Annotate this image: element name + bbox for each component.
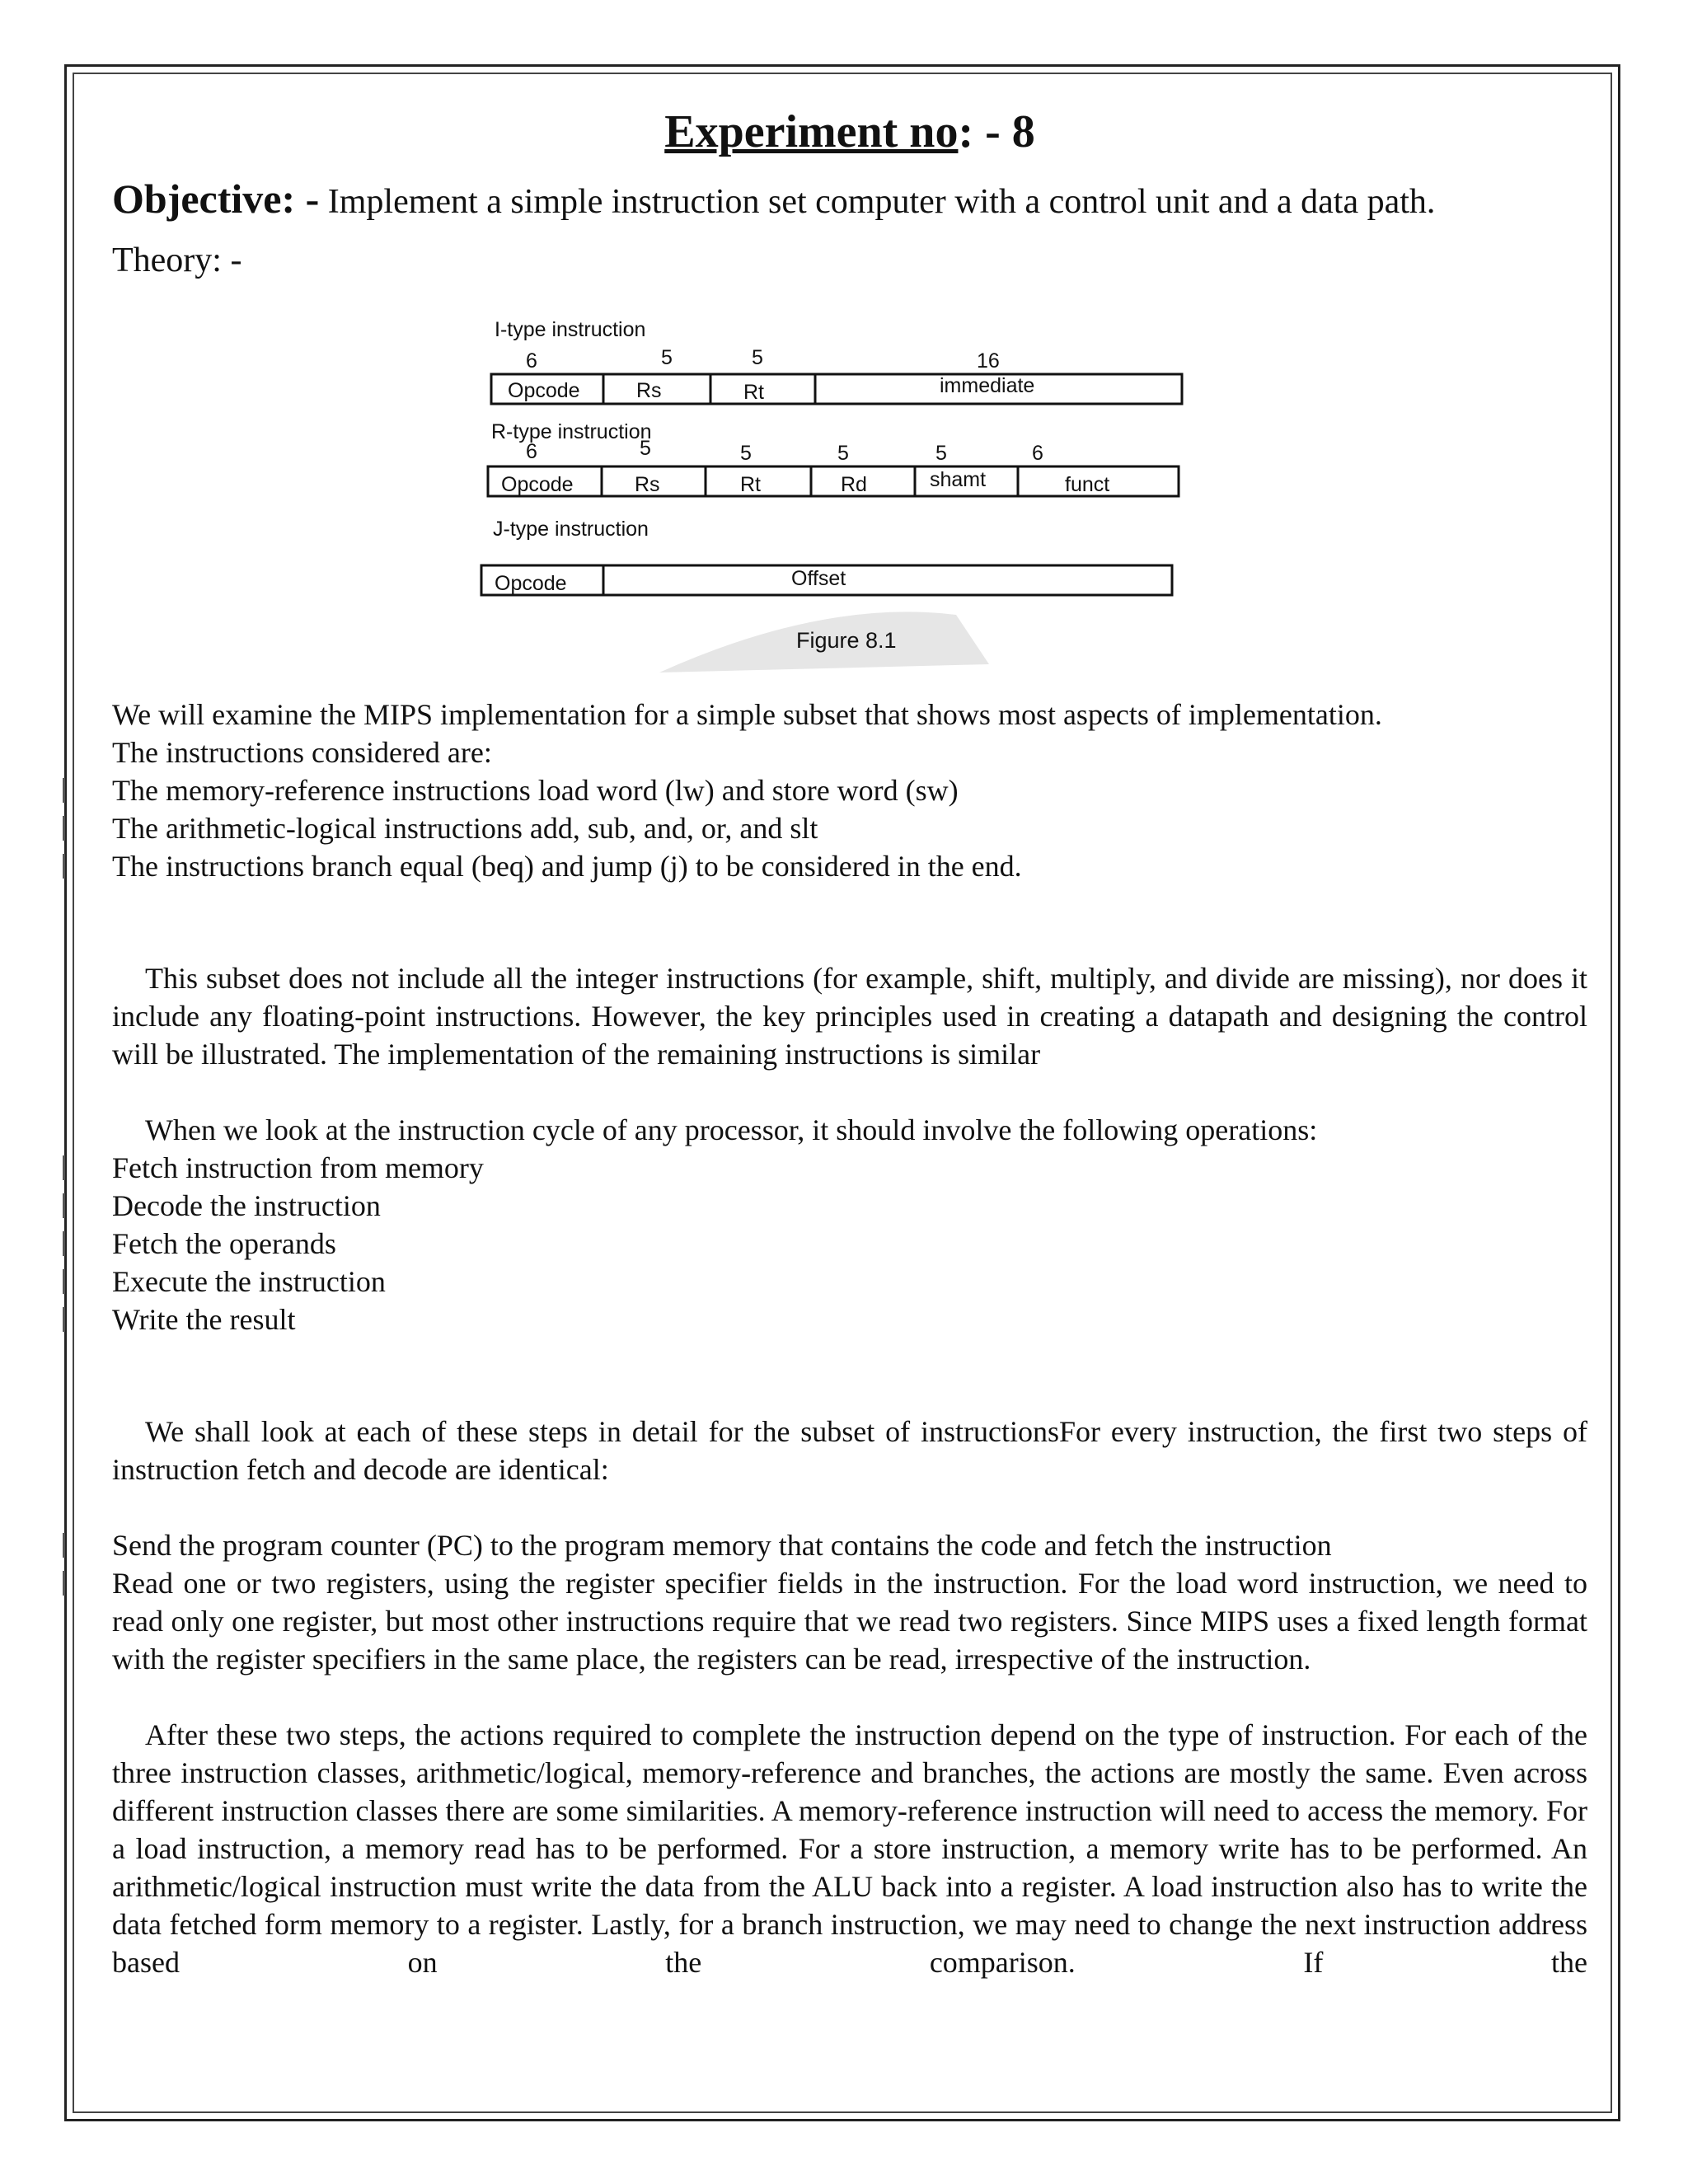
r-type-bits-rt: 5 bbox=[740, 442, 752, 465]
para-steps: We shall look at each of these steps in detail for the subset of instructionsFor every instruction, the first two steps of instruction fetch and decode are identical: bbox=[112, 1415, 1587, 1486]
r-type-field-rd: Rd bbox=[841, 473, 867, 496]
title-underlined: Experiment no bbox=[664, 106, 959, 157]
i-type-title: I-type instruction bbox=[495, 318, 646, 341]
document-content bbox=[112, 99, 1587, 1981]
instr-bullet-3: The instructions branch equal (beq) and jump (j) to be considered in the end. bbox=[112, 847, 1587, 885]
para-subset: This subset does not include all the integer instructions (for example, shift, multiply, and divide are missing), nor does it include any floating-point instructions. However, the key principles used in creating a datapath and designing the control will be illustrated. The implementation of the remaining instructions is similar bbox=[112, 962, 1587, 1071]
i-type-bits-rs: 5 bbox=[661, 346, 673, 369]
r-type-field-shamt: shamt bbox=[930, 468, 987, 491]
i-type-bits-opcode: 6 bbox=[526, 349, 537, 373]
instr-bullet-1: The memory-reference instructions load word (lw) and store word (sw) bbox=[112, 771, 1587, 809]
figure-caption: Figure 8.1 bbox=[796, 628, 897, 653]
cycle-bullet-4: Execute the instruction bbox=[112, 1263, 1587, 1301]
r-type-field-rs: Rs bbox=[635, 473, 660, 496]
objective-label: Objective: - bbox=[112, 176, 320, 222]
r-type-bits-funct: 6 bbox=[1032, 442, 1043, 465]
i-type-field-rs: Rs bbox=[636, 379, 662, 402]
i-type-bits-rt: 5 bbox=[752, 346, 763, 369]
para-after: After these two steps, the actions required to complete the instruction depend on the type of instruction. For each of the three instruction classes, arithmetic/logical, memory-reference and branches, the actions are mostly the same. Even across different instruction classes there are some similarities. A memory-reference instruction will need to access the memory. For a load instruction, a memory read has to be performed. For a store instruction, a memory write has to be performed. An arithmetic/logical instruction must write the data from the ALU back into a register. A load instruction also has to write the data fetched form memory to a register. Lastly, for a branch instruction, we may need to change the next instruction address based on the comparison. If the bbox=[112, 1718, 1587, 1979]
para-cycle: When we look at the instruction cycle of any processor, it should involve the following operations: bbox=[145, 1113, 1318, 1146]
fetch-bullet-2: Read one or two registers, using the register specifier fields in the instruction. For the load word instruction, we need to read only one register, but most other instructions require that we read two registers. Since MIPS uses a fixed length format with the register specifiers in the same place, the registers can be read, irrespective of the instruction. bbox=[112, 1564, 1587, 1678]
intro-line-2: The instructions considered are: bbox=[112, 736, 492, 769]
i-type-field-immediate: immediate bbox=[940, 374, 1035, 397]
r-type-title: R-type instruction bbox=[491, 420, 652, 443]
r-type-field-rt: Rt bbox=[740, 473, 761, 496]
title-number: : - 8 bbox=[958, 106, 1035, 157]
i-type-field-rt: Rt bbox=[743, 381, 764, 404]
r-type-field-funct: funct bbox=[1065, 473, 1110, 496]
j-type-field-opcode: Opcode bbox=[495, 572, 567, 595]
instruction-format-figure bbox=[478, 318, 1203, 681]
r-type-bits-rs: 5 bbox=[640, 437, 651, 460]
i-type-bits-immediate: 16 bbox=[977, 349, 1000, 373]
intro-line-1: We will examine the MIPS implementation for a simple subset that shows most aspects of implementation. bbox=[112, 698, 1382, 731]
objective-text: Implement a simple instruction set computer with a control unit and a data path. bbox=[319, 183, 1436, 221]
page-title bbox=[112, 99, 1587, 165]
cycle-bullet-1: Fetch instruction from memory bbox=[112, 1149, 1587, 1187]
theory-label: Theory: - bbox=[112, 241, 242, 279]
instr-bullet-2: The arithmetic-logical instructions add, sub, and, or, and slt bbox=[112, 809, 1587, 847]
r-type-bits-rd: 5 bbox=[837, 442, 849, 465]
cycle-bullet-5: Write the result bbox=[112, 1301, 1587, 1338]
fetch-bullet-1: Send the program counter (PC) to the program memory that contains the code and fetch the instruction bbox=[112, 1526, 1587, 1564]
r-type-field-opcode: Opcode bbox=[501, 473, 574, 496]
cycle-bullet-2: Decode the instruction bbox=[112, 1187, 1587, 1225]
i-type-field-opcode: Opcode bbox=[508, 379, 580, 402]
instruction-format-diagram bbox=[478, 318, 1203, 681]
objective-line bbox=[112, 171, 1587, 229]
r-type-bits-shamt: 5 bbox=[935, 442, 947, 465]
body-text bbox=[112, 696, 1587, 1981]
j-type-field-offset: Offset bbox=[791, 567, 846, 590]
j-type-title: J-type instruction bbox=[493, 518, 649, 541]
r-type-bits-opcode: 6 bbox=[526, 440, 537, 463]
cycle-bullet-3: Fetch the operands bbox=[112, 1225, 1587, 1263]
